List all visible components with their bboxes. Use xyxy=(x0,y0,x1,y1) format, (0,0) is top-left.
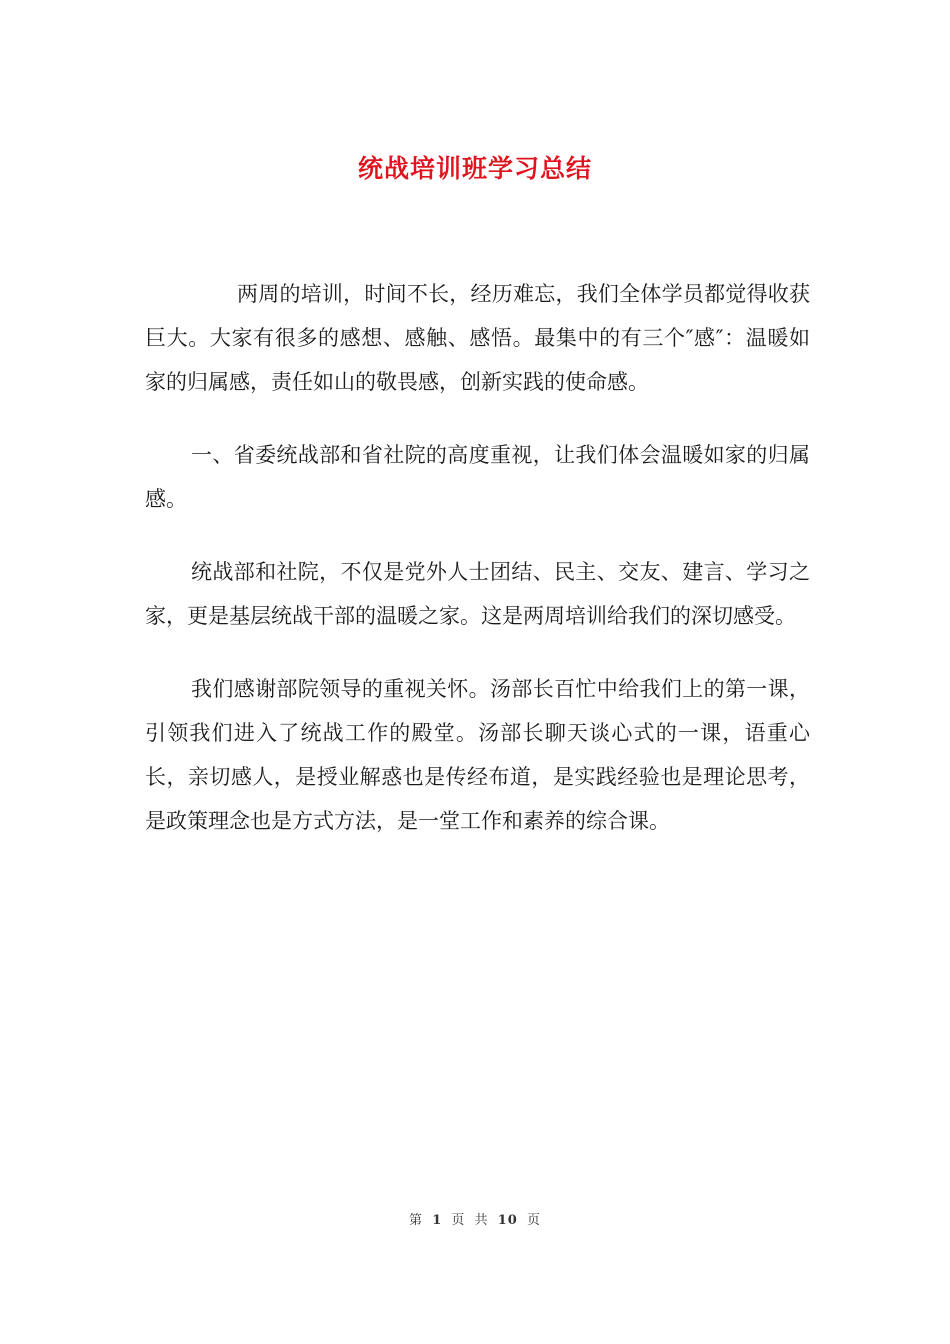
document-title: 统战培训班学习总结 xyxy=(357,153,592,183)
paragraph-intro: 两周的培训，时间不长，经历难忘，我们全体学员都觉得收获巨大。大家有很多的感想、感触、感悟。最集中的有三个″感″：温暖如家的归属感，责任如山的敬畏感，创新实践的使命感。 xyxy=(145,282,810,394)
footer-suffix: 页 xyxy=(526,1213,541,1228)
footer-page-unit: 页 xyxy=(451,1213,466,1228)
footer-total-prefix: 共 xyxy=(474,1213,489,1228)
page-footer xyxy=(0,1209,950,1228)
paragraph-body: 统战部和社院，不仅是党外人士团结、民主、交友、建言、学习之家，更是基层统战干部的温暖之家。这是两周培训给我们的深切感受。 xyxy=(145,560,810,628)
paragraph-body: 我们感谢部院领导的重视关怀。汤部长百忙中给我们上的第一课，引领我们进入了统战工作的殿堂。汤部长聊天谈心式的一课，语重心长，亲切感人，是授业解惑也是传经布道，是实践经验也是理论思考，是政策理念也是方式方法，是一堂工作和素养的综合课。 xyxy=(145,677,810,833)
paragraph-section-heading: 一、省委统战部和省社院的高度重视，让我们体会温暖如家的归属感。 xyxy=(145,443,810,511)
document-body xyxy=(145,272,810,843)
footer-prefix: 第 xyxy=(409,1213,424,1228)
footer-current-page: 1 xyxy=(432,1213,443,1228)
footer-total-pages: 10 xyxy=(497,1213,518,1228)
